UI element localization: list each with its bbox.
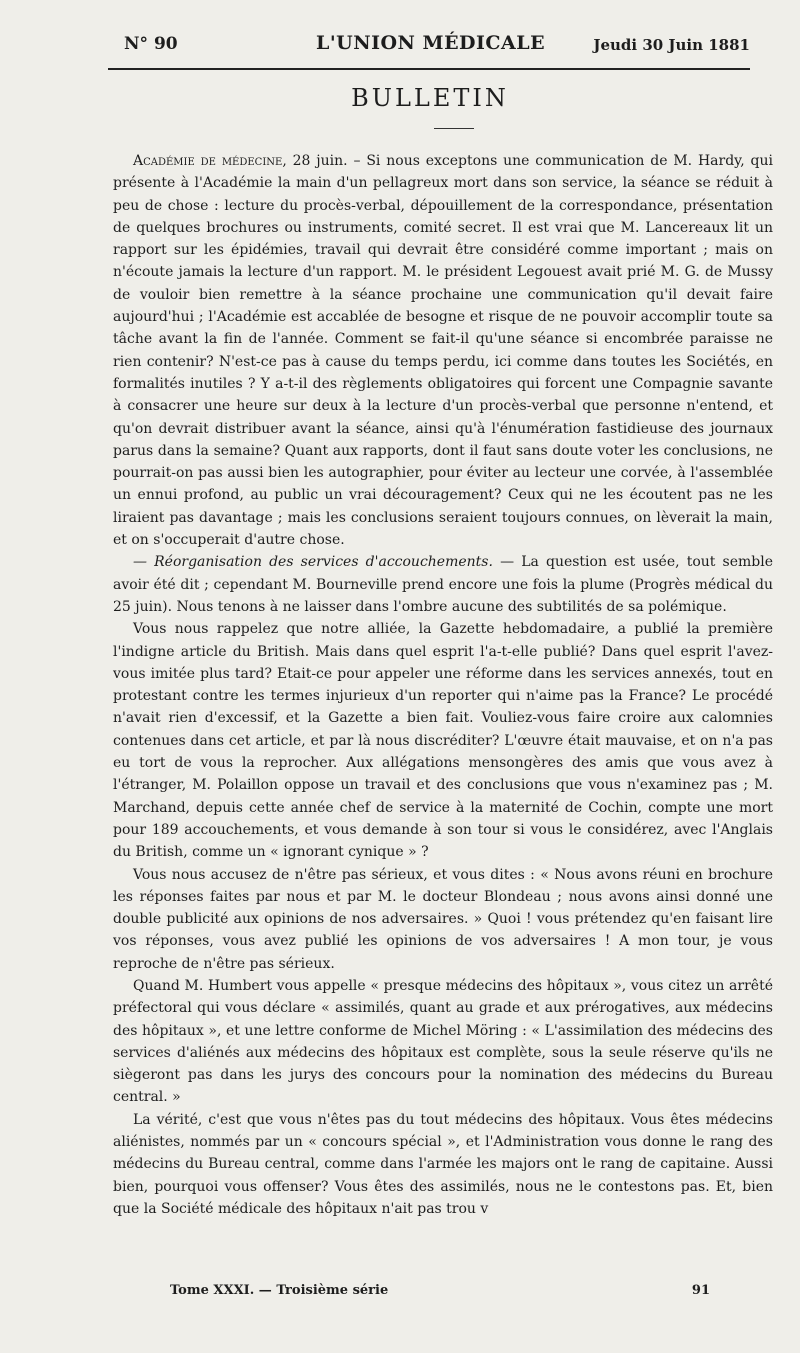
title-rule xyxy=(434,128,474,129)
paragraph-text: Vous nous accusez de n'être pas sérieux, et vous dites : « Nous avons réuni en brochure les réponses faites par nous et par M. le docteur Blondeau ; nous avons ainsi donné une double publicité aux opinions de nos adversaires. » Quoi ! vous prétendez qu'en faisant lire vos réponses, vous avez publié les opinions de vos adversaires ! A mon tour, je vous reproche de n'être pas sérieux. xyxy=(113,866,773,972)
paragraph xyxy=(113,1109,773,1220)
paragraph-text: 28 juin. – Si nous exceptons une communication de M. Hardy, qui présente à l'Académie la main d'un pellagreux mort dans son service, la séance se réduit à peu de chose : lecture du procès-verbal, dépouillement de la correspondance, présentation de quelques brochures ou instruments, comité secret. Il est vrai que M. Lancereaux lit un rapport sur les épidémies, travail qui devrait être considéré comme important ; mais on n'écoute jamais la lecture d'un rapport. M. le président Legouest avait prié M. G. de Mussy de vouloir bien remettre à la séance prochaine une communication qu'il devait faire aujourd'hui ; l'Académie est accablée de besogne et risque de ne pouvoir accomplir toute sa tâche avant la fin de l'année. Comment se fait-il qu'une séance si encombrée paraisse ne rien contenir? N'est-ce pas à cause du temps perdu, ici comme dans toutes les Sociétés, en formalités inutiles ? Y a-t-il des règlements obligatoires qui forcent une Compagnie savante à consacrer une heure sur deux à la lecture d'un procès-verbal que personne n'entend, et qu'on devrait distribuer avant la séance, ainsi qu'à l'énumération fastidieuse des journaux parus dans la semaine? Quant aux rapports, dont il faut sans doute voter les conclusions, ne pourrait-on pas aussi bien les autographier, pour éviter au lecteur une corvée, à l'assemblée un ennui profond, au public un vrai découragement? Ceux qui ne les écoutent pas ne les liraient pas davantage ; mais les conclusions seraient toujours connues, on lèverait la main, et on s'occuperait d'autre chose. xyxy=(113,153,773,549)
issue-number: N° 90 xyxy=(124,34,178,54)
page-footer xyxy=(170,1283,730,1305)
paragraph-text: Quand M. Humbert vous appelle « presque médecins des hôpitaux », vous citez un arrêté préfectoral qui vous déclare « assimilés, quant au grade et aux prérogatives, aux médecins des hôpitaux », et une lettre conforme de Michel Möring : « L'assimilation des médecins des services d'aliénés aux médecins des hôpitaux est complète, sous la seule réserve qu'ils ne siègeront pas dans les jurys des concours pour la nomination des médecins du Bureau central. » xyxy=(113,977,773,1106)
header-rule xyxy=(108,68,750,70)
paragraph xyxy=(113,150,773,551)
paragraph-lead: — Réorganisation des services d'accouchements. xyxy=(133,554,493,571)
paragraph-text: La vérité, c'est que vous n'êtes pas du tout médecins des hôpitaux. Vous êtes médecins aliénistes, nommés par un « concours spécial », et l'Administration vous donne le rang des médecins du Bureau central, comme dans l'armée les majors ont le rang de capitaine. Aussi bien, pourquoi vous offenser? Vous êtes des assimilés, nous ne le contestons pas. Et, bien que la Société médicale des hôpitaux n'ait pas trou v xyxy=(113,1111,773,1217)
paragraph xyxy=(113,551,773,618)
paragraph xyxy=(113,864,773,975)
journal-title: L'UNION MÉDICALE xyxy=(316,32,546,54)
paragraph-lead: Académie de médecine, xyxy=(133,153,287,169)
volume-series: Tome XXXI. — Troisième série xyxy=(170,1283,389,1298)
article-body xyxy=(113,150,773,1220)
paragraph-text: — La question est usée, tout semble avoir été dit ; cependant M. Bourneville prend encore une fois la plume (Progrès médical du 25 juin). Nous tenons à ne laisser dans l'ombre aucune des subtilités de sa polémique. xyxy=(113,554,774,615)
page-header xyxy=(110,30,752,66)
page-number: 91 xyxy=(691,1283,710,1298)
paragraph xyxy=(113,975,773,1109)
section-title: BULLETIN xyxy=(351,84,509,112)
paragraph xyxy=(113,618,773,863)
issue-date: Jeudi 30 Juin 1881 xyxy=(593,36,750,54)
paragraph-text: Vous nous rappelez que notre alliée, la Gazette hebdomadaire, a publié la première l'indigne article du British. Mais dans quel esprit l'a-t-elle publié? Dans quel esprit l'avez-vous imitée plus tard? Etait-ce pour appeler une réforme dans les services annexés, tout en protestant contre les termes injurieux d'un reporter qui n'aime pas la France? Le procédé n'avait rien d'excessif, et la Gazette a bien fait. Vouliez-vous faire croire aux calomnies contenues dans cet article, et par là nous discréditer? L'œuvre était mauvaise, et on n'a pas eu tort de vous la reprocher. Aux allégations mensongères des amis que vous avez à l'étranger, M. Polaillon oppose un travail et des conclusions que vous n'examinez pas ; M. Marchand, depuis cette année chef de service à la maternité de Cochin, compte une mort pour 189 accouchements, et vous demande à son tour si vous le considérez, avec l'Anglais du British, comme un « ignorant cynique » ? xyxy=(113,621,773,861)
